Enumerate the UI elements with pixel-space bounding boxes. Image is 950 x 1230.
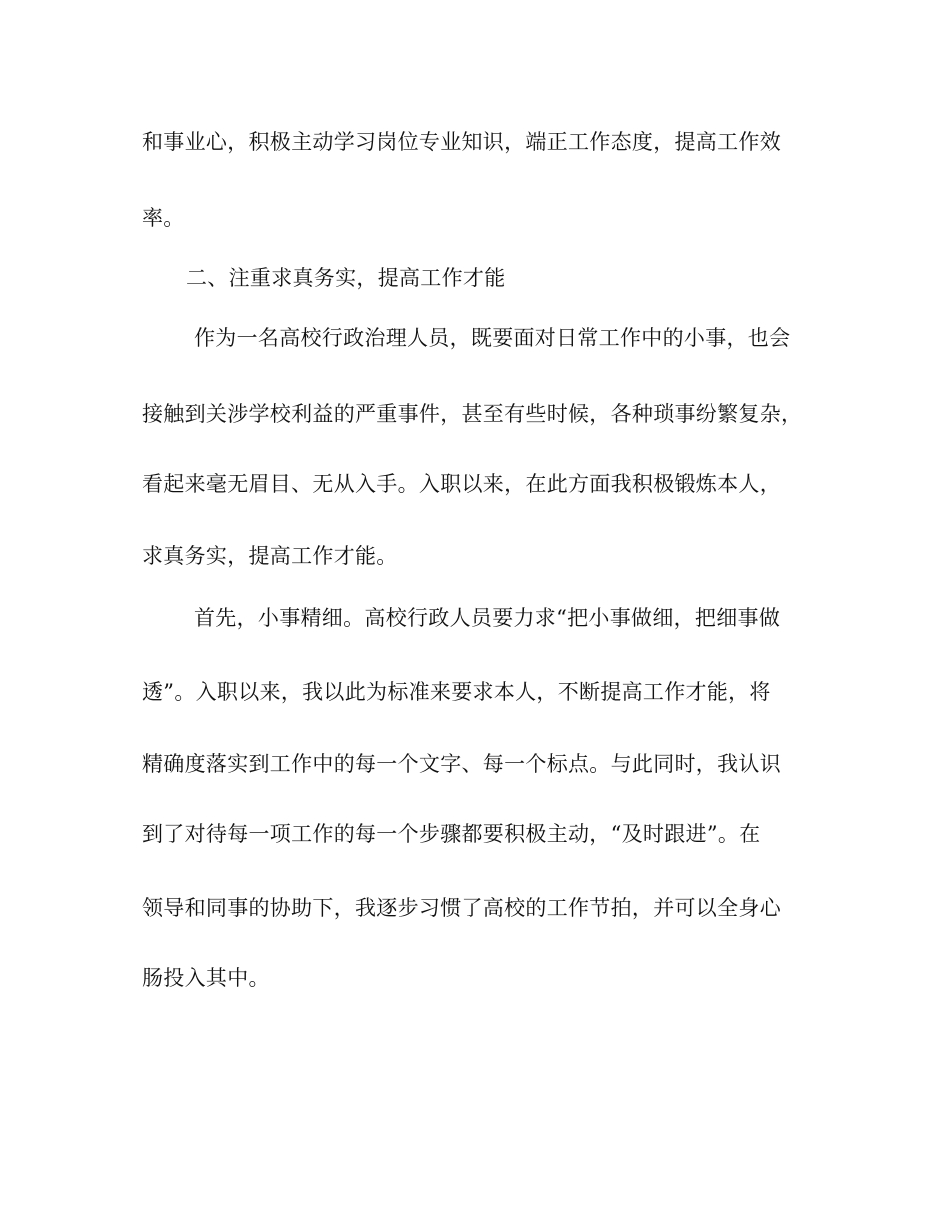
body-text-line: 作为一名高校行政治理人员，既要面对日常工作中的小事，也会 xyxy=(194,326,791,350)
body-text-line: 率。 xyxy=(142,206,185,230)
section-heading: 二、注重求真务实，提高工作才能 xyxy=(186,266,506,290)
body-text-line: 肠投入其中。 xyxy=(142,966,270,990)
body-text-line: 透”。入职以来，我以此为标准来要求本人，不断提高工作才能，将 xyxy=(142,680,771,704)
body-text-line: 领导和同事的协助下，我逐步习惯了高校的工作节拍，并可以全身心 xyxy=(142,896,781,920)
body-text-line: 接触到关涉学校利益的严重事件，甚至有些时候，各种琐事纷繁复杂， xyxy=(142,402,803,426)
body-text-line: 首先，小事精细。高校行政人员要力求“把小事做细，把细事做 xyxy=(194,606,781,630)
body-text-line: 精确度落实到工作中的每一个文字、每一个标点。与此同时，我认识 xyxy=(142,752,781,776)
body-text-line: 看起来毫无眉目、无从入手。入职以来，在此方面我积极锻炼本人， xyxy=(142,472,781,496)
body-text-line: 求真务实，提高工作才能。 xyxy=(142,544,398,568)
body-text-line: 到了对待每一项工作的每一个步骤都要积极主动，“及时跟进”。在 xyxy=(142,822,761,846)
body-text-line: 和事业心，积极主动学习岗位专业知识，端正工作态度，提高工作效 xyxy=(142,130,781,154)
